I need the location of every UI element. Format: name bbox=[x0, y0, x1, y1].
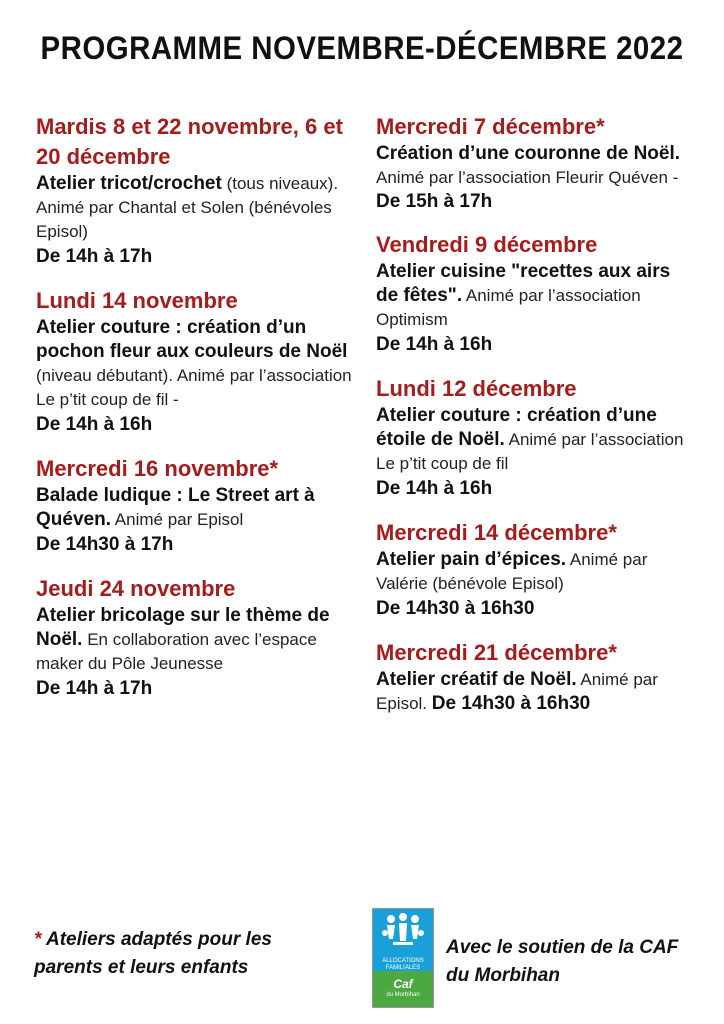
event-description bbox=[376, 260, 696, 332]
family-icon bbox=[373, 909, 433, 951]
event-time: De 14h30 à 16h30 bbox=[431, 693, 591, 714]
event-time: De 14h à 17h bbox=[36, 678, 153, 699]
event-item bbox=[376, 518, 696, 622]
footnote-text: Ateliers adaptés pour les parents et leurs enfants bbox=[34, 929, 272, 978]
event-item bbox=[376, 112, 696, 214]
event-time: De 14h30 à 16h30 bbox=[376, 598, 535, 619]
event-date: Mercredi 21 décembre* bbox=[376, 640, 617, 665]
event-item bbox=[376, 374, 696, 502]
event-activity: Création d’une couronne de Noël. bbox=[376, 143, 681, 164]
event-description bbox=[36, 484, 356, 532]
caf-logo-bottom bbox=[373, 971, 433, 1007]
event-description bbox=[376, 142, 696, 214]
event-activity: Atelier créatif de Noël. bbox=[376, 669, 577, 690]
caf-logo-name: Caf bbox=[393, 977, 413, 991]
event-date: Jeudi 24 novembre bbox=[36, 576, 236, 601]
event-details: Animé par Episol bbox=[114, 510, 244, 529]
event-time: De 14h à 16h bbox=[376, 478, 493, 499]
event-time: De 15h à 17h bbox=[376, 191, 493, 212]
event-description bbox=[376, 668, 696, 716]
footnote-star: * bbox=[34, 929, 42, 950]
caf-logo-dept: du Morbihan bbox=[386, 992, 420, 998]
left-column bbox=[36, 112, 356, 718]
event-date: Lundi 12 décembre bbox=[376, 376, 577, 401]
event-details: Animé par l’association Optimism bbox=[376, 286, 641, 329]
event-description bbox=[376, 548, 696, 596]
event-time: De 14h à 16h bbox=[376, 334, 493, 355]
event-date: Mardis 8 et 22 novembre, 6 et 20 décembre bbox=[36, 114, 343, 169]
event-item bbox=[36, 574, 356, 702]
event-activity: Atelier cuisine "recettes aux airs de fêtes". bbox=[376, 261, 671, 306]
support-text: Avec le soutien de la CAF du Morbihan bbox=[446, 937, 679, 986]
event-activity: Atelier couture : création d’un pochon fleur aux couleurs de Noël bbox=[36, 317, 348, 362]
event-item bbox=[376, 638, 696, 716]
event-details: Animé par Valérie (bénévole Episol) bbox=[376, 550, 648, 593]
page-title: PROGRAMME NOVEMBRE-DÉCEMBRE 2022 bbox=[40, 30, 684, 66]
event-time: De 14h30 à 17h bbox=[36, 534, 174, 555]
event-time: De 14h à 16h bbox=[36, 414, 153, 435]
event-time: De 14h à 17h bbox=[36, 246, 153, 267]
event-item bbox=[36, 454, 356, 558]
caf-logo-band: ALLOCATIONS FAMILIALES bbox=[382, 958, 424, 971]
event-activity: Atelier pain d’épices. bbox=[376, 549, 567, 570]
event-date: Vendredi 9 décembre bbox=[376, 232, 598, 257]
event-description bbox=[376, 404, 696, 476]
event-item bbox=[36, 112, 356, 270]
event-date: Lundi 14 novembre bbox=[36, 288, 238, 313]
right-column bbox=[376, 112, 696, 732]
caf-logo-top bbox=[373, 909, 433, 971]
event-description bbox=[36, 172, 356, 244]
event-item bbox=[36, 286, 356, 438]
event-activity: Atelier tricot/crochet bbox=[36, 173, 222, 194]
event-date: Mercredi 14 décembre* bbox=[376, 520, 617, 545]
event-date: Mercredi 16 novembre* bbox=[36, 456, 279, 481]
event-description bbox=[36, 604, 356, 676]
event-description bbox=[36, 316, 356, 412]
event-item bbox=[376, 230, 696, 358]
event-details: Animé par l’association Fleurir Quéven - bbox=[376, 168, 679, 187]
event-details: En collaboration avec l’espace maker du Pôle Jeunesse bbox=[36, 630, 317, 673]
event-details: Animé par l’association Le p’tit coup de fil bbox=[376, 430, 684, 473]
event-activity: Atelier couture : création d’une étoile de Noël. bbox=[376, 405, 657, 450]
event-date: Mercredi 7 décembre* bbox=[376, 114, 605, 139]
footnote bbox=[34, 926, 334, 982]
event-details: (tous niveaux). Animé par Chantal et Solen (bénévoles Episol) bbox=[36, 174, 339, 241]
event-activity: Atelier bricolage sur le thème de Noël. bbox=[36, 605, 330, 650]
event-details: (niveau débutant). Animé par l’association Le p’tit coup de fil - bbox=[36, 366, 352, 409]
caf-logo bbox=[372, 908, 434, 1008]
event-activity: Balade ludique : Le Street art à Quéven. bbox=[36, 485, 315, 530]
event-details: Animé par Episol. bbox=[376, 670, 658, 713]
